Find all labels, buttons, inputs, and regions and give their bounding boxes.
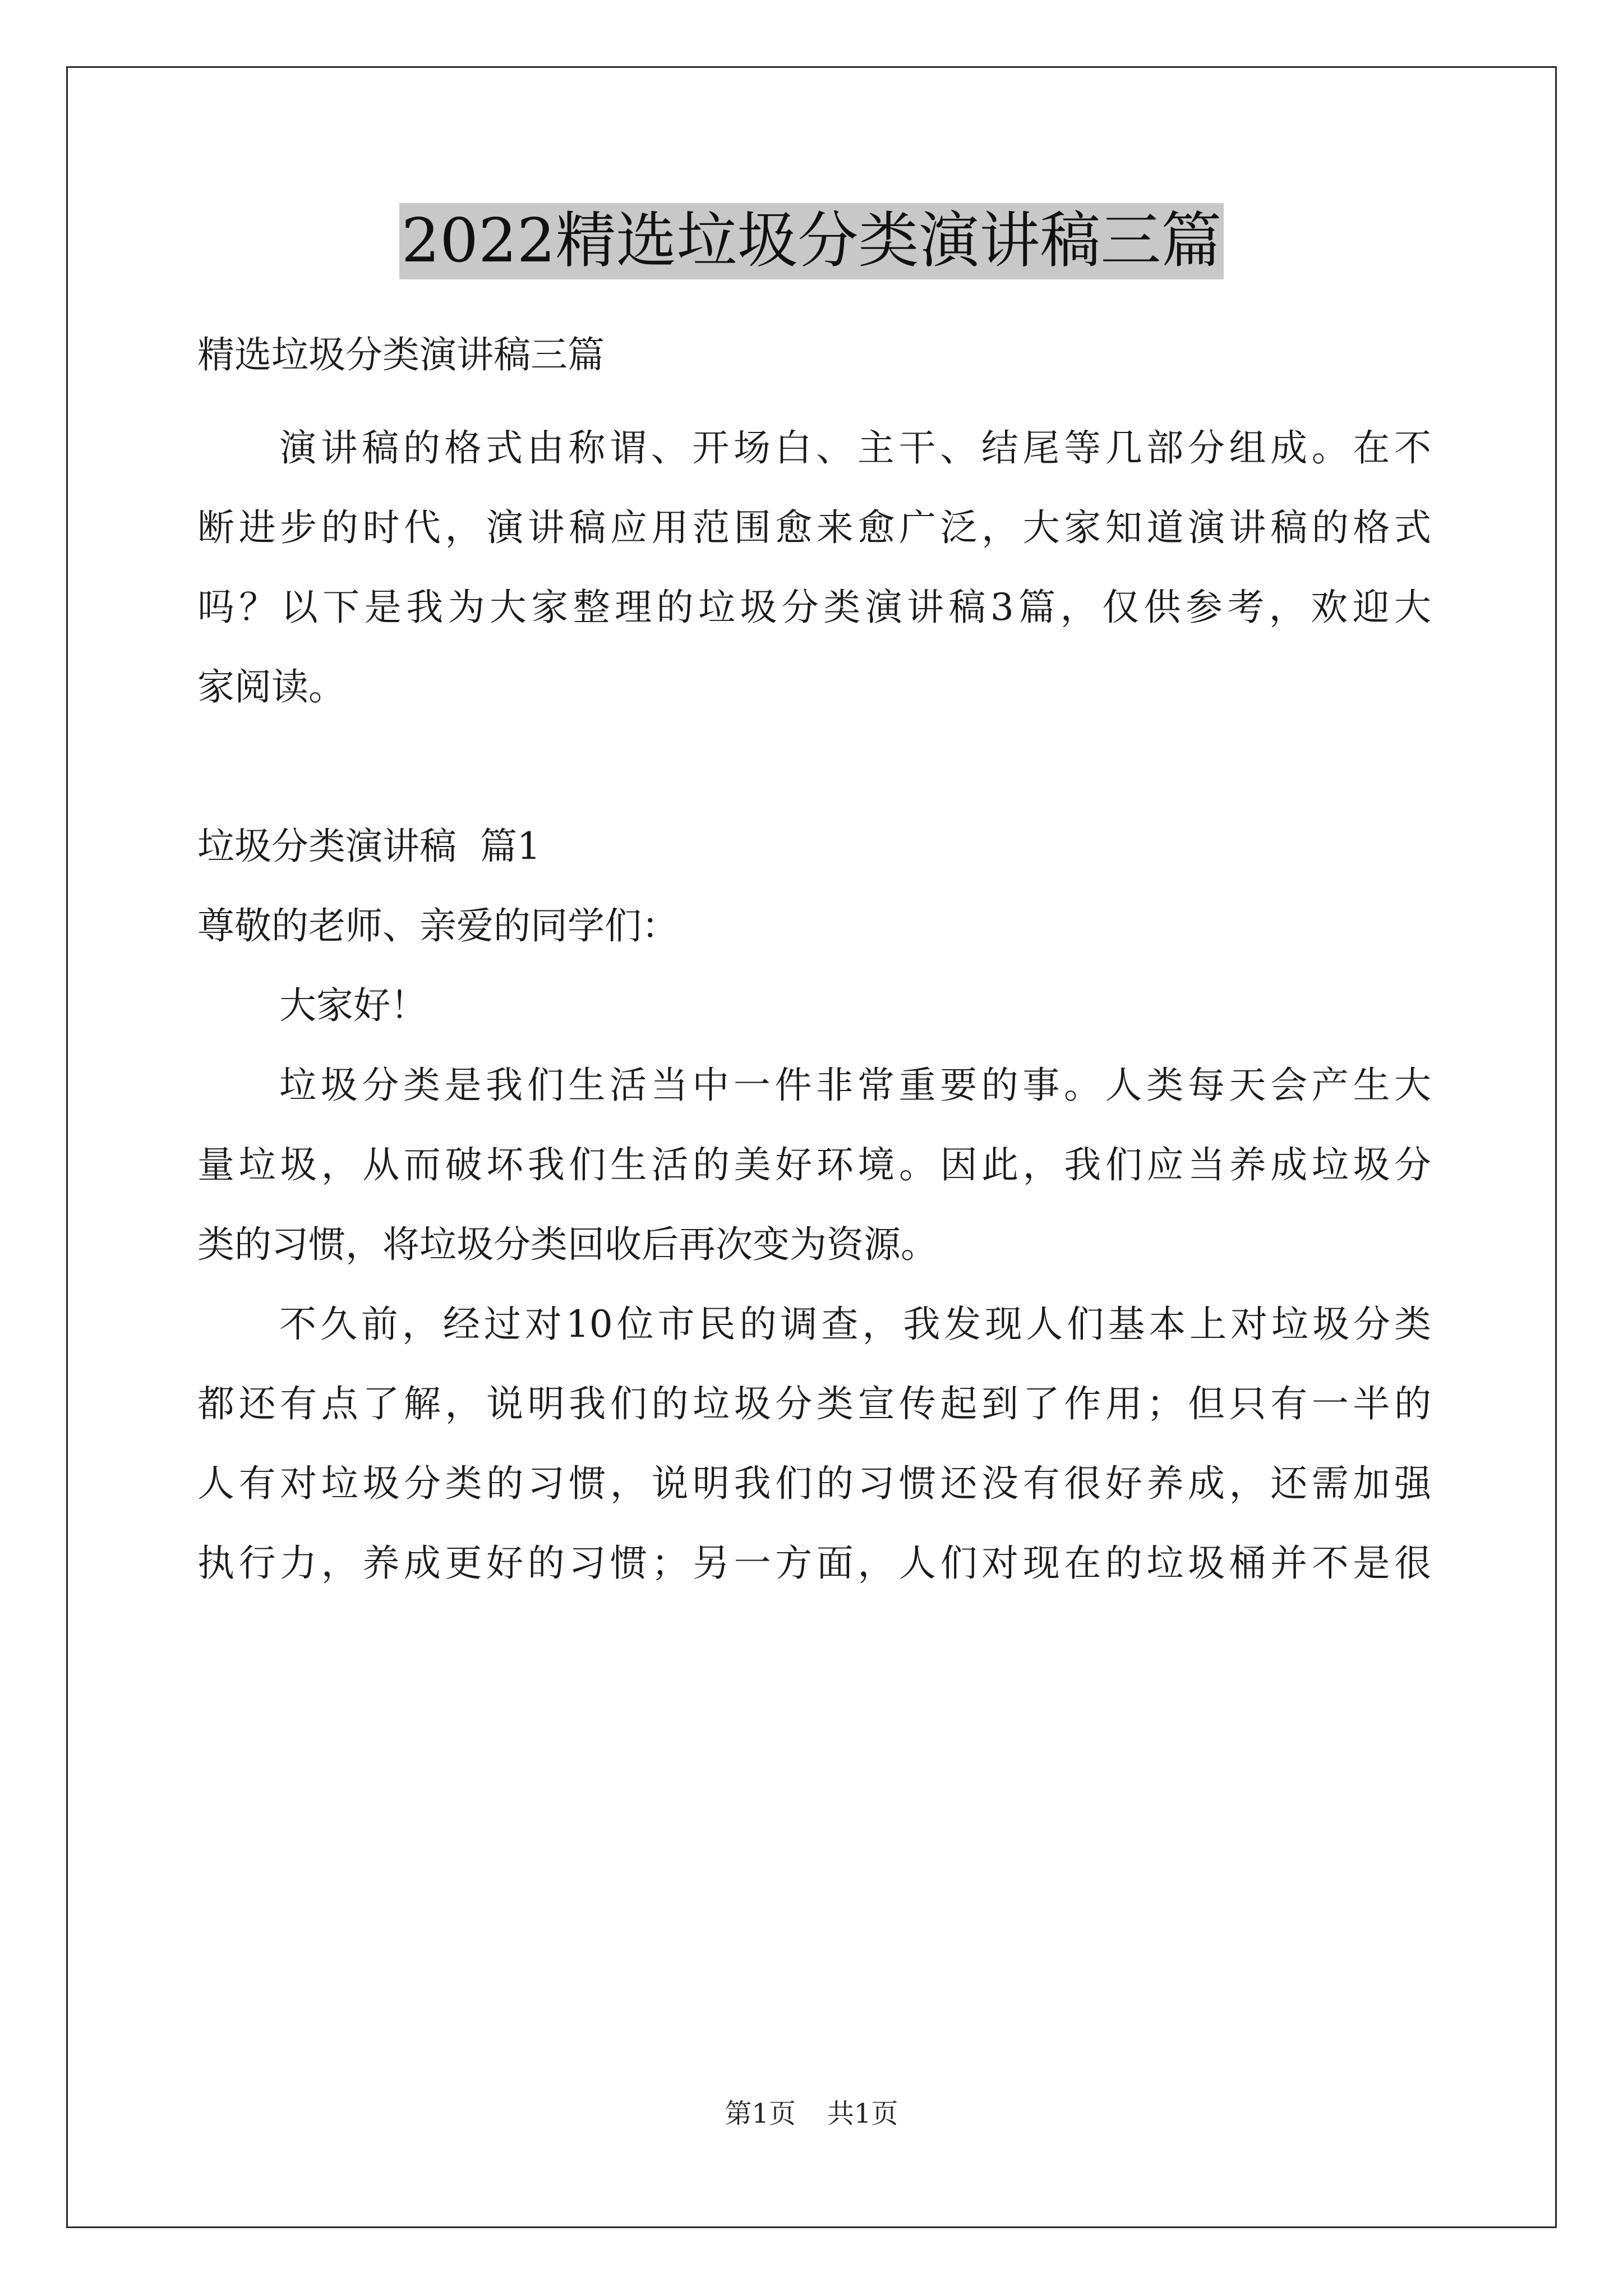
title-block xyxy=(0,203,1623,279)
paragraph1-line-2: 量垃圾，从而破坏我们生活的美好环境。因此，我们应当养成垃圾分 xyxy=(197,1143,1431,1186)
intro-line-2: 断进步的时代，演讲稿应用范围愈来愈广泛，大家知道演讲稿的格式 xyxy=(197,506,1431,549)
section-gap xyxy=(197,727,1431,807)
salutation: 尊敬的老师、亲爱的同学们： xyxy=(197,904,679,947)
subtitle: 精选垃圾分类演讲稿三篇 xyxy=(197,333,605,376)
spacer xyxy=(197,395,1431,408)
document-title: 2022精选垃圾分类演讲稿三篇 xyxy=(399,203,1224,279)
paragraph1-line-3: 类的习惯，将垃圾分类回收后再次变为资源。 xyxy=(197,1223,938,1266)
paragraph2-line-3: 人有对垃圾分类的习惯，说明我们的习惯还没有很好养成，还需加强 xyxy=(197,1462,1431,1505)
intro-line-4: 家阅读。 xyxy=(197,665,345,708)
document-body xyxy=(197,315,1431,1603)
paragraph1-line-1: 垃圾分类是我们生活当中一件非常重要的事。人类每天会产生大 xyxy=(279,1064,1431,1107)
page-footer xyxy=(0,2097,1623,2131)
paragraph2-line-1: 不久前，经过对10位市民的调查，我发现人们基本上对垃圾分类 xyxy=(279,1303,1431,1346)
section-heading: 垃圾分类演讲稿 篇1 xyxy=(197,825,541,868)
page-number: 第1页 xyxy=(725,2098,796,2129)
paragraph2-line-2: 都还有点了解，说明我们的垃圾分类宣传起到了作用；但只有一半的 xyxy=(197,1382,1431,1425)
intro-line-1: 演讲稿的格式由称谓、开场白、主干、结尾等几部分组成。在不 xyxy=(279,426,1431,470)
paragraph2-line-4: 执行力，养成更好的习惯；另一方面，人们对现在的垃圾桶并不是很 xyxy=(197,1542,1431,1585)
greeting: 大家好！ xyxy=(279,984,427,1027)
intro-line-3: 吗？以下是我为大家整理的垃圾分类演讲稿3篇，仅供参考，欢迎大 xyxy=(197,586,1431,629)
page-total: 共1页 xyxy=(827,2098,898,2129)
